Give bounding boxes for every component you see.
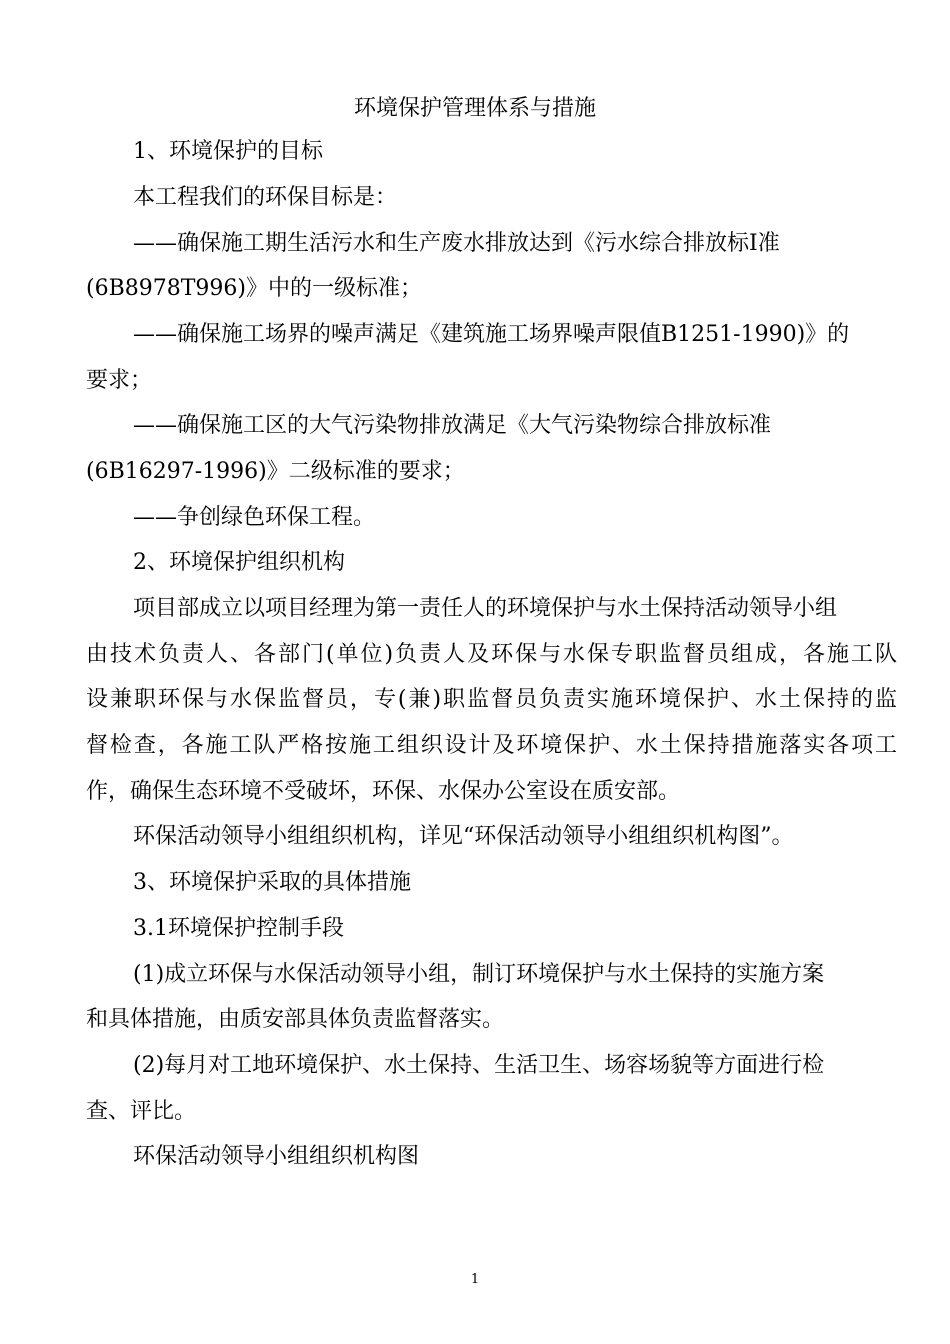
paragraph-line: ——争创绿色环保工程。 (133, 505, 376, 530)
page-number: 1 (470, 1272, 480, 1287)
paragraph-line: ——确保施工场界的噪声满足《建筑施工场界噪声限值B1251-1990)》的 (133, 322, 850, 347)
section-heading-2: 2、环境保护组织机构 (133, 550, 345, 575)
paragraph-line: ——确保施工期生活污水和生产废水排放达到《污水综合排放标Ⅰ准 (133, 231, 780, 256)
paragraph-line: 项目部成立以项目经理为第一责任人的环境保护与水土保持活动领导小组 (133, 596, 838, 621)
figure-caption: 环保活动领导小组组织机构图 (133, 1144, 420, 1169)
paragraph-line: 设兼职环保与水保监督员，专(兼)职监督员负责实施环境保护、水土保持的监 (86, 687, 897, 712)
paragraph-line: (1)成立环保与水保活动领导小组，制订环境保护与水土保持的实施方案 (133, 962, 825, 987)
paragraph-line: 查、评比。 (86, 1099, 197, 1124)
paragraph-line: 由技术负责人、各部门(单位)负责人及环保与水保专职监督员组成，各施工队 (86, 642, 897, 667)
paragraph-line: 要求； (86, 368, 153, 393)
paragraph-line: (6B8978T996)》中的一级标准； (86, 276, 422, 301)
paragraph-line: (6B16297-1996)》二级标准的要求； (86, 459, 465, 484)
section-heading-3: 3、环境保护采取的具体措施 (133, 870, 411, 895)
paragraph-line: ——确保施工区的大气污染物排放满足《大气污染物综合排放标准 (133, 413, 772, 438)
paragraph-line: (2)每月对工地环境保护、水土保持、生活卫生、场容场貌等方面进行检 (133, 1053, 825, 1078)
paragraph-line: 环保活动领导小组组织机构，详见“环保活动领导小组组织机构图”。 (133, 824, 794, 849)
paragraph-line: 和具体措施，由质安部具体负责监督落实。 (86, 1007, 505, 1032)
paragraph-line: 督检查，各施工队严格按施工组织设计及环境保护、水土保持措施落实各项工 (86, 733, 897, 758)
document-title: 环境保护管理体系与措施 (353, 96, 596, 121)
paragraph-line: 作，确保生态环境不受破坏，环保、水保办公室设在质安部。 (86, 779, 681, 804)
subsection-heading-3-1: 3.1环境保护控制手段 (133, 916, 344, 941)
section-heading-1: 1、环境保护的目标 (133, 139, 323, 164)
paragraph-line: 本工程我们的环保目标是： (133, 185, 398, 210)
